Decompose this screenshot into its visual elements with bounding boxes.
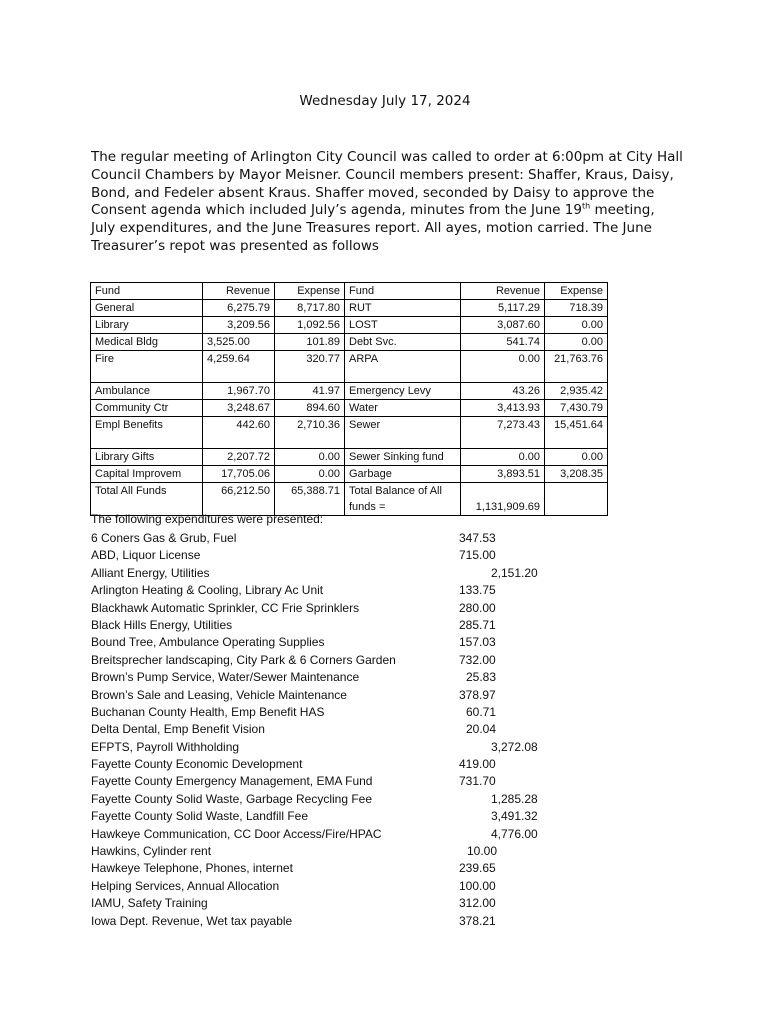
ordinal-suffix: th xyxy=(581,201,591,211)
expenditure-amount: 25.83 xyxy=(466,670,497,685)
expenditure-amount: 280.00 xyxy=(459,600,496,615)
list-item xyxy=(91,756,611,773)
list-item xyxy=(91,634,611,651)
expenditure-amount: 239.65 xyxy=(459,861,496,876)
table-row xyxy=(91,466,608,483)
table-cell: 3,208.35 xyxy=(545,466,608,483)
table-cell: RUT xyxy=(345,300,461,317)
expenditure-description: Brown’s Pump Service, Water/Sewer Maintenance xyxy=(91,670,360,685)
table-header-row xyxy=(91,283,608,300)
expenditure-description: 6 Coners Gas & Grub, Fuel xyxy=(91,531,237,545)
expenditure-amount: 4,776.00 xyxy=(491,826,538,841)
table-cell: Library Gifts xyxy=(91,449,203,466)
expenditure-description: Iowa Dept. Revenue, Wet tax payable xyxy=(91,913,293,928)
column-header: Expense xyxy=(275,283,345,300)
table-cell: 2,935.42 xyxy=(545,383,608,400)
expenditure-description: Helping Services, Annual Allocation xyxy=(91,878,280,893)
table-cell: 43.26 xyxy=(461,383,545,400)
expenditure-amount: 20.04 xyxy=(466,722,497,737)
table-cell: 1,092.56 xyxy=(275,317,345,334)
expenditure-amount: 157.03 xyxy=(459,635,496,650)
table-cell: 101.89 xyxy=(275,334,345,351)
expenditure-description: Hawkins, Cylinder rent xyxy=(91,844,212,859)
column-header: Revenue xyxy=(203,283,275,300)
meeting-date: Wednesday July 17, 2024 xyxy=(299,93,471,109)
list-item xyxy=(91,721,611,738)
list-item xyxy=(91,669,611,686)
expenditure-amount: 2,151.20 xyxy=(491,565,538,580)
expenditure-amount: 285.71 xyxy=(459,617,496,632)
table-cell: 4,259.64 xyxy=(203,351,275,383)
table-cell: Capital Improvem xyxy=(91,466,203,483)
list-item xyxy=(91,773,611,790)
expenditure-amount: 378.97 xyxy=(459,687,496,702)
table-cell: Library xyxy=(91,317,203,334)
expenditure-description: Brown’s Sale and Leasing, Vehicle Maintenance xyxy=(91,687,347,702)
table-cell: 3,209.56 xyxy=(203,317,275,334)
expenditure-description: EFPTS, Payroll Withholding xyxy=(91,739,240,754)
table-cell: General xyxy=(91,300,203,317)
expenditure-description: Hawkeye Communication, CC Door Access/Fire/HPAC xyxy=(91,826,382,841)
expenditure-amount: 419.00 xyxy=(459,757,496,772)
list-item xyxy=(91,530,611,547)
table-cell: Community Ctr xyxy=(91,400,203,417)
expenditure-amount: 60.71 xyxy=(466,704,497,719)
expenditure-description: Blackhawk Automatic Sprinkler, CC Frie Sprinklers xyxy=(91,600,360,615)
table-cell: Debt Svc. xyxy=(345,334,461,351)
list-item xyxy=(91,791,611,808)
table-cell: Empl Benefits xyxy=(91,417,203,449)
table-cell: 17,705.06 xyxy=(203,466,275,483)
expenditure-amount: 347.53 xyxy=(459,531,496,545)
table-cell: Total All Funds xyxy=(91,483,203,516)
intro-text-1: The regular meeting of Arlington City Council was called to order at 6:00pm at City Hall Council Chambers by Mayor Meisner. Council members present: Shaffer, Kraus, Daisy, Bond, and Fedeler absent Kraus. Shaffer moved, seconded by Daisy to approve the Consent agenda which included July’s agenda, minutes from the June 19 xyxy=(91,149,683,219)
table-cell: 0.00 xyxy=(275,466,345,483)
table-cell: LOST xyxy=(345,317,461,334)
list-item xyxy=(91,582,611,599)
list-item xyxy=(91,565,611,582)
list-item xyxy=(91,913,611,930)
list-item xyxy=(91,704,611,721)
table-cell: Total Balance of All funds = xyxy=(345,483,461,516)
list-item xyxy=(91,878,611,895)
expenditure-description: Delta Dental, Emp Benefit Vision xyxy=(91,722,265,737)
table-cell: Sewer xyxy=(345,417,461,449)
expenditure-description: Arlington Heating & Cooling, Library Ac Unit xyxy=(91,583,324,598)
list-item xyxy=(91,652,611,669)
table-cell: 0.00 xyxy=(461,449,545,466)
list-item xyxy=(91,547,611,564)
table-cell xyxy=(545,483,608,516)
table-cell: 3,087.60 xyxy=(461,317,545,334)
table-cell: 65,388.71 xyxy=(275,483,345,516)
table-row xyxy=(91,449,608,466)
table-cell: 41.97 xyxy=(275,383,345,400)
table-cell: 541.74 xyxy=(461,334,545,351)
list-item xyxy=(91,843,611,860)
expenditure-list xyxy=(91,530,611,930)
table-cell: Sewer Sinking fund xyxy=(345,449,461,466)
table-cell: 8,717.80 xyxy=(275,300,345,317)
list-item xyxy=(91,600,611,617)
expenditure-amount: 1,285.28 xyxy=(491,791,538,806)
table-cell: 21,763.76 xyxy=(545,351,608,383)
table-cell: 1,967.70 xyxy=(203,383,275,400)
expenditure-amount: 3,491.32 xyxy=(491,809,538,824)
table-cell: 3,893.51 xyxy=(461,466,545,483)
expenditure-amount: 100.00 xyxy=(459,878,496,893)
list-item xyxy=(91,687,611,704)
expenditure-description: Buchanan County Health, Emp Benefit HAS xyxy=(91,704,325,719)
table-cell: 7,430.79 xyxy=(545,400,608,417)
table-row xyxy=(91,483,608,516)
table-cell: Fire xyxy=(91,351,203,383)
table-row xyxy=(91,317,608,334)
expenditure-amount: 10.00 xyxy=(467,844,498,859)
table-cell: 66,212.50 xyxy=(203,483,275,516)
table-row xyxy=(91,417,608,449)
expenditure-amount: 378.21 xyxy=(459,913,496,928)
column-header: Expense xyxy=(545,283,608,300)
table-cell: 1,131,909.69 xyxy=(461,483,545,516)
table-cell: ARPA xyxy=(345,351,461,383)
table-row xyxy=(91,383,608,400)
expenditure-description: Fayette County Solid Waste, Garbage Recycling Fee xyxy=(91,791,373,806)
table-cell: 0.00 xyxy=(275,449,345,466)
expenditure-amount: 312.00 xyxy=(459,896,496,911)
expenditure-description: Breitsprecher landscaping, City Park & 6 Corners Garden xyxy=(91,652,396,667)
table-cell: 6,275.79 xyxy=(203,300,275,317)
intro-text-2: meeting, July expenditures, and the June Treasures report. All ayes, motion carried. The June Treasurer’s repot was presented as follows xyxy=(91,202,655,254)
expenditure-description: Fayette County Economic Development xyxy=(91,757,303,772)
table-cell: 442.60 xyxy=(203,417,275,449)
table-cell: Ambulance xyxy=(91,383,203,400)
table-cell: 0.00 xyxy=(545,317,608,334)
table-row xyxy=(91,334,608,351)
table-cell: 0.00 xyxy=(545,449,608,466)
treasurer-report-table xyxy=(90,282,608,516)
expenditure-amount: 133.75 xyxy=(459,583,496,598)
expenditure-amount: 715.00 xyxy=(459,548,496,563)
expenditure-description: ABD, Liquor License xyxy=(91,548,201,563)
table-cell: Medical Bldg xyxy=(91,334,203,351)
column-header: Fund xyxy=(345,283,461,300)
table-cell: 3,413.93 xyxy=(461,400,545,417)
expenditure-description: Hawkeye Telephone, Phones, internet xyxy=(91,861,293,876)
table-cell: 15,451.64 xyxy=(545,417,608,449)
table-cell: Garbage xyxy=(345,466,461,483)
expenditure-description: Black Hills Energy, Utilities xyxy=(91,617,233,632)
table-cell: 3,525.00 xyxy=(203,334,275,351)
table-cell: 2,710.36 xyxy=(275,417,345,449)
table-cell: 5,117.29 xyxy=(461,300,545,317)
table-cell: 320.77 xyxy=(275,351,345,383)
list-item xyxy=(91,739,611,756)
table-cell: 894.60 xyxy=(275,400,345,417)
table-cell: 0.00 xyxy=(461,351,545,383)
table-cell: Water xyxy=(345,400,461,417)
expenditure-description: Fayette County Emergency Management, EMA Fund xyxy=(91,774,373,789)
expenditures-intro: The following expenditures were presented: xyxy=(91,512,324,526)
table-row xyxy=(91,400,608,417)
column-header: Fund xyxy=(91,283,203,300)
list-item xyxy=(91,808,611,825)
table-cell: 7,273.43 xyxy=(461,417,545,449)
table-cell: Emergency Levy xyxy=(345,383,461,400)
expenditure-description: Alliant Energy, Utilities xyxy=(91,565,210,580)
list-item xyxy=(91,617,611,634)
list-item xyxy=(91,895,611,912)
meeting-summary xyxy=(91,149,683,256)
expenditure-amount: 3,272.08 xyxy=(491,739,538,754)
expenditure-description: IAMU, Safety Training xyxy=(91,896,208,911)
table-cell: 718.39 xyxy=(545,300,608,317)
column-header: Revenue xyxy=(461,283,545,300)
expenditure-description: Bound Tree, Ambulance Operating Supplies xyxy=(91,635,325,650)
table-row xyxy=(91,351,608,383)
expenditure-amount: 731.70 xyxy=(459,774,496,789)
table-cell: 0.00 xyxy=(545,334,608,351)
table-cell: 3,248.67 xyxy=(203,400,275,417)
expenditure-amount: 732.00 xyxy=(459,652,496,667)
table-row xyxy=(91,300,608,317)
expenditure-description: Fayette County Solid Waste, Landfill Fee xyxy=(91,809,308,824)
list-item xyxy=(91,860,611,877)
table-cell: 2,207.72 xyxy=(203,449,275,466)
list-item xyxy=(91,826,611,843)
